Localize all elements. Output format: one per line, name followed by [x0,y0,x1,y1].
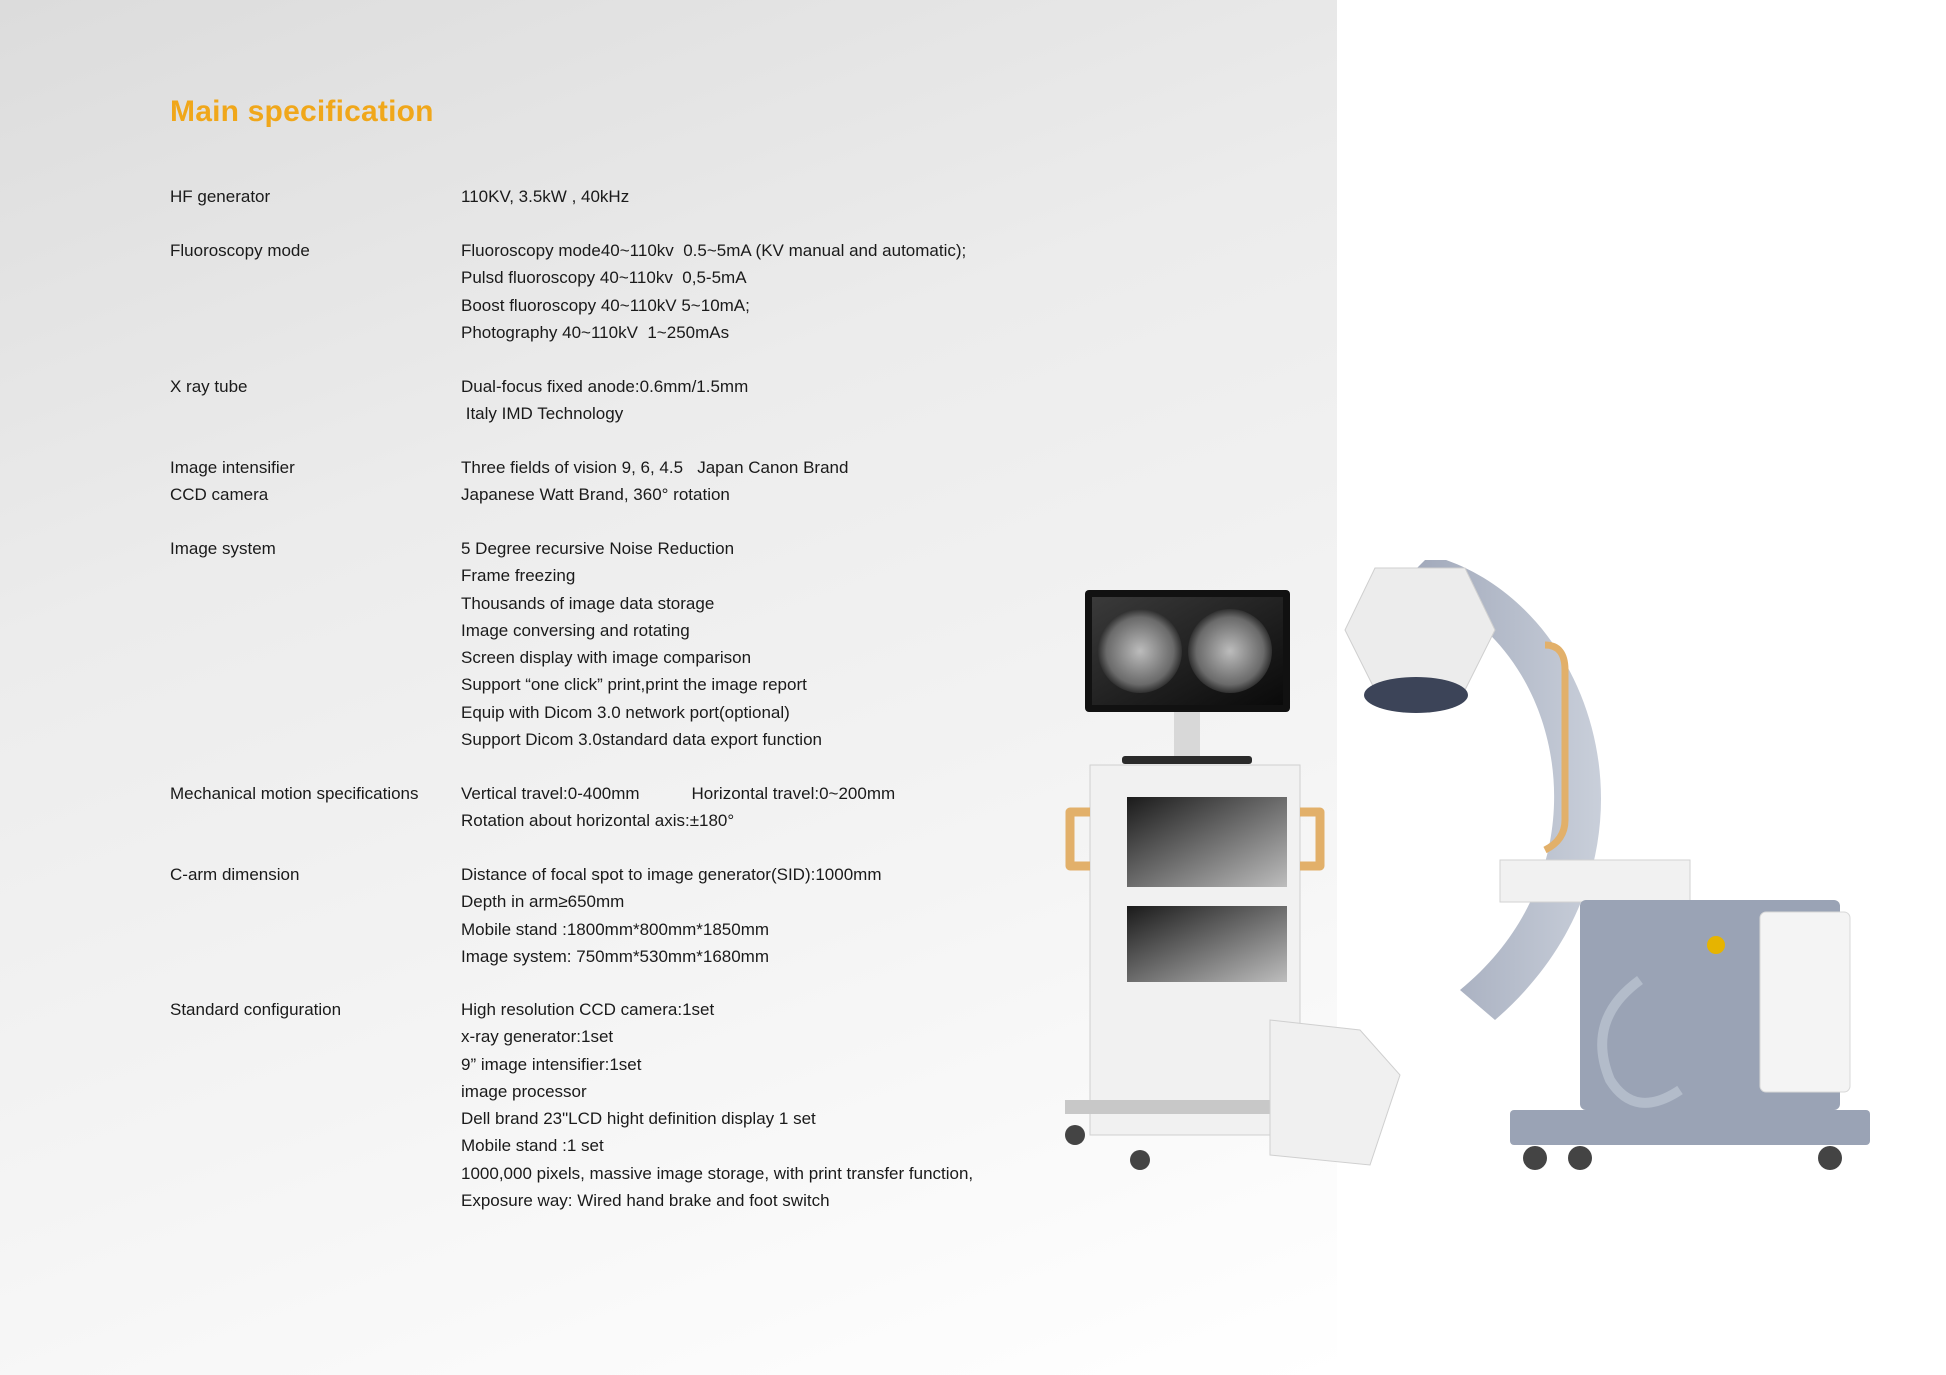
spec-label-line: Image system [170,539,276,558]
c-arm-device-image [1040,560,1946,1320]
spec-value-line: Photography 40~110kV 1~250mAs [461,322,730,342]
spec-value-line: Italy IMD Technology [461,404,624,424]
spec-value-line: x-ray generator:1set [461,1027,614,1047]
spec-label-line: Image intensifier [170,458,295,477]
spec-value-line: Equip with Dicom 3.0 network port(optional) [461,702,790,722]
spec-value-line: Image conversing and rotating [461,620,690,640]
spec-label-line: Mechanical motion specifications [170,784,419,803]
spec-value-line: Mobile stand :1 set [461,1136,604,1156]
spec-label-line: Standard configuration [170,1000,342,1019]
spec-value-line: High resolution CCD camera:1set [461,1000,715,1019]
spec-label [170,454,295,509]
c-arm-machine [1270,560,1870,1170]
spec-label-line: HF generator [170,187,271,206]
spec-value-line: Dual-focus fixed anode:0.6mm/1.5mm [461,377,749,396]
spec-value-line: Support Dicom 3.0standard data export function [461,730,822,750]
spec-value-line: Japanese Watt Brand, 360° rotation [461,485,730,505]
spec-value-line: Exposure way: Wired hand brake and foot switch [461,1191,830,1211]
spec-label-line: CCD camera [170,485,269,505]
spec-label [170,780,419,807]
spec-label [170,183,270,210]
spec-values [461,780,895,835]
spec-label [170,535,276,562]
spec-values [461,861,881,970]
spec-value-line: Vertical travel:0-400mm Horizontal travel:0~200mm [461,784,896,803]
spec-value-line: Support “one click” print,print the image report [461,675,807,695]
spec-label [170,373,248,400]
spec-label [170,996,341,1023]
spec-value-line: Distance of focal spot to image generator(SID):1000mm [461,865,882,884]
spec-values [461,373,748,428]
spec-values [461,237,966,346]
spec-value-line: Dell brand 23"LCD hight definition display 1 set [461,1109,816,1129]
spec-value-line: Fluoroscopy mode40~110kv 0.5~5mA (KV manual and automatic); [461,241,967,260]
spec-values [461,183,629,210]
spec-label [170,861,299,888]
spec-value-line: Three fields of vision 9, 6, 4.5 Japan Canon Brand [461,458,849,477]
spec-value-line: Thousands of image data storage [461,593,715,613]
spec-values [461,454,848,509]
spec-value-line: Screen display with image comparison [461,648,752,668]
spec-value-line: 110KV, 3.5kW , 40kHz [461,187,630,206]
spec-label-line: C-arm dimension [170,865,300,884]
spec-label-line: Fluoroscopy mode [170,241,310,260]
spec-value-line: Boost fluoroscopy 40~110kV 5~10mA; [461,295,750,315]
spec-value-line: Pulsd fluoroscopy 40~110kv 0,5-5mA [461,268,747,288]
spec-label-line: X ray tube [170,377,248,396]
spec-value-line: Rotation about horizontal axis:±180° [461,811,735,831]
spec-value-line: Frame freezing [461,566,576,586]
spec-values [461,996,973,1214]
spec-label [170,237,310,264]
spec-value-line: 5 Degree recursive Noise Reduction [461,539,735,558]
page-title: Main specification [170,95,434,128]
spec-value-line: 1000,000 pixels, massive image storage, with print transfer function, [461,1163,974,1183]
spec-value-line: image processor [461,1081,587,1101]
spec-value-line: Image system: 750mm*530mm*1680mm [461,946,770,966]
spec-value-line: 9” image intensifier:1set [461,1054,642,1074]
spec-value-line: Depth in arm≥650mm [461,892,625,912]
spec-values [461,535,822,753]
spec-value-line: Mobile stand :1800mm*800mm*1850mm [461,919,770,939]
